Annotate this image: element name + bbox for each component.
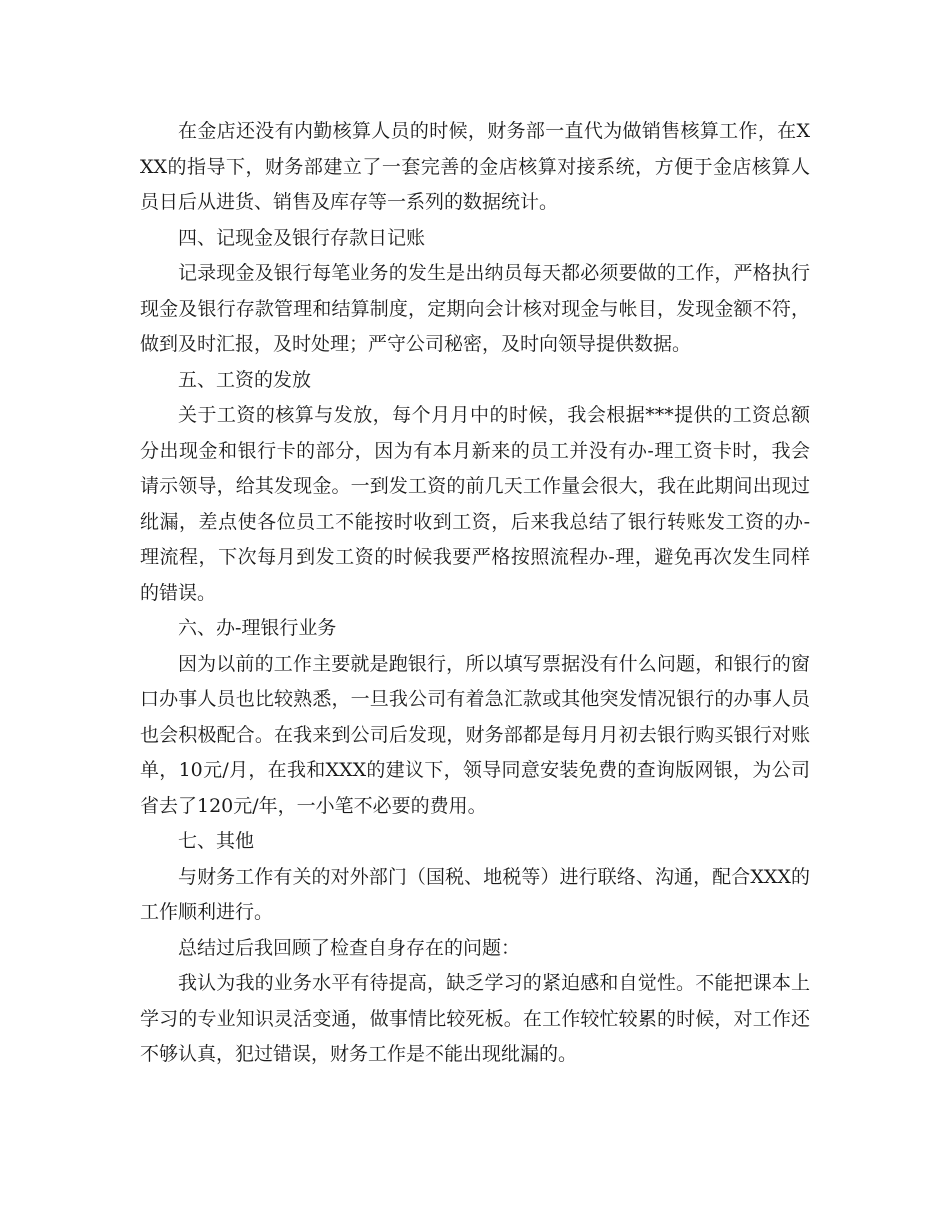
paragraph-payroll: 关于工资的核算与发放，每个月月中的时候，我会根据***提供的工资总额分出现金和银行卡的部分，因为有本月新来的员工并没有办-理工资卡时，我会请示领导，给其发现金。一到发工资的前几天工作量会很大，我在此期间出现过纰漏，差点使各位员工不能按时收到工资，后来我总结了银行转账发工资的办-理流程，下次每月到发工资的时候我要严格按照流程办-理，避免再次发生同样的错误。 [140, 404, 810, 604]
paragraph-gold-store-accounting: 在金店还没有内勤核算人员的时候，财务部一直代为做销售核算工作，在XXX的指导下，财务部建立了一套完善的金店核算对接系统，方便于金店核算人员日后从进货、销售及库存等一系列的数据统计。 [140, 120, 810, 213]
paragraph-bank-business: 因为以前的工作主要就是跑银行，所以填写票据没有什么问题，和银行的窗口办事人员也比较熟悉，一旦我公司有着急汇款或其他突发情况银行的办事人员也会积极配合。在我来到公司后发现，财务部都是每月月初去银行购买银行对账单，10元/月，在我和XXX的建议下，领导同意安装免费的查询版网银，为公司省去了120元/年，一小笔不必要的费用。 [140, 652, 810, 817]
document-body [140, 114, 810, 1073]
paragraph-self-review-intro: 总结过后我回顾了检查自身存在的问题： [178, 936, 521, 959]
section-heading-other: 七、其他 [178, 830, 255, 852]
paragraph-cash-journal: 记录现金及银行每笔业务的发生是出纳员每天都必须要做的工作，严格执行现金及银行存款管理和结算制度，定期向会计核对现金与帐目，发现金额不符，做到及时汇报，及时处理；严守公司秘密，及时向领导提供数据。 [140, 262, 810, 355]
section-heading-cash-journal: 四、记现金及银行存款日记账 [178, 226, 426, 249]
section-heading-bank-business: 六、办-理银行业务 [178, 617, 337, 639]
section-heading-payroll: 五、工资的发放 [178, 368, 312, 391]
paragraph-external-departments: 与财务工作有关的对外部门（国税、地税等）进行联络、沟通，配合XXX的工作顺利进行。 [140, 865, 810, 923]
paragraph-self-review: 我认为我的业务水平有待提高，缺乏学习的紧迫感和自觉性。不能把课本上学习的专业知识灵活变通，做事情比较死板。在工作较忙较累的时候，对工作还不够认真，犯过错误，财务工作是不能出现纰漏的。 [140, 972, 810, 1065]
